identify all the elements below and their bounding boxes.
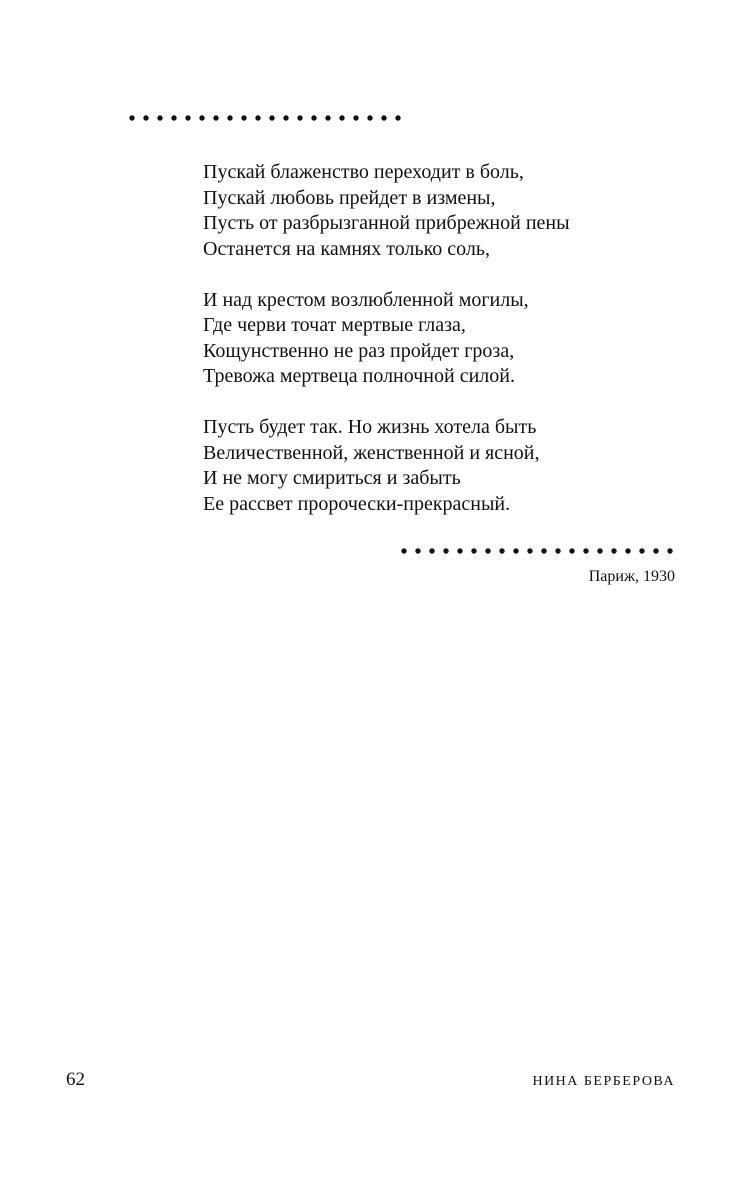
poem-line: Ее рассвет пророчески-прекрасный. bbox=[203, 492, 511, 515]
poem-line: Где черви точат мертвые глаза, bbox=[203, 314, 466, 336]
ornament-dot bbox=[667, 548, 672, 553]
ornament-dot bbox=[429, 548, 434, 553]
ornament-dot bbox=[401, 548, 406, 553]
ornament-dot bbox=[185, 115, 190, 120]
ornament-dot bbox=[569, 548, 574, 553]
ornament-dot bbox=[213, 115, 218, 120]
ornament-dot bbox=[227, 115, 232, 120]
running-head: НИНА БЕРБЕРОВА bbox=[532, 1074, 675, 1089]
bottom-dotted-ornament bbox=[400, 545, 680, 557]
poem-line: Пускай блаженство переходит в боль, bbox=[203, 161, 524, 183]
ornament-dot bbox=[541, 548, 546, 553]
ornament-dot bbox=[297, 115, 302, 120]
ornament-dot bbox=[597, 548, 602, 553]
ornament-dot bbox=[555, 548, 560, 553]
ornament-dot bbox=[639, 548, 644, 553]
ornament-dot bbox=[339, 115, 344, 120]
ornament-dot bbox=[457, 548, 462, 553]
ornament-dot bbox=[471, 548, 476, 553]
stanza-1 bbox=[203, 160, 683, 262]
dot-row bbox=[400, 545, 680, 557]
ornament-dot bbox=[325, 115, 330, 120]
place-date: Париж, 1930 bbox=[588, 568, 675, 585]
ornament-dot bbox=[353, 115, 358, 120]
ornament-dot bbox=[653, 548, 658, 553]
ornament-dot bbox=[527, 548, 532, 553]
ornament-dot bbox=[611, 548, 616, 553]
ornament-dot bbox=[415, 548, 420, 553]
ornament-dot bbox=[513, 548, 518, 553]
poem-line: И над крестом возлюбленной могилы, bbox=[203, 288, 529, 311]
ornament-dot bbox=[129, 115, 134, 120]
ornament-dot bbox=[199, 115, 204, 120]
poem-line: Кощунственно не раз пройдет гроза, bbox=[203, 339, 515, 362]
ornament-dot bbox=[143, 115, 148, 120]
ornament-dot bbox=[311, 115, 316, 120]
ornament-dot bbox=[583, 548, 588, 553]
ornament-dot bbox=[625, 548, 630, 553]
page-number: 62 bbox=[66, 1069, 85, 1090]
ornament-dot bbox=[443, 548, 448, 553]
ornament-dot bbox=[283, 115, 288, 120]
poem-line: Тревожа мертвеца полночной силой. bbox=[203, 365, 515, 387]
top-dotted-ornament bbox=[128, 112, 408, 124]
ornament-dot bbox=[157, 115, 162, 120]
ornament-dot bbox=[241, 115, 246, 120]
poem-line: Величественной, женственной и ясной, bbox=[203, 441, 540, 464]
ornament-dot bbox=[381, 115, 386, 120]
poem-line: И не могу смириться и забыть bbox=[203, 467, 461, 489]
stanza-3 bbox=[203, 415, 683, 517]
ornament-dot bbox=[255, 115, 260, 120]
poem-line: Пусть будет так. Но жизнь хотела быть bbox=[203, 416, 537, 438]
ornament-dot bbox=[499, 548, 504, 553]
poem-line: Пусть от разбрызганной прибрежной пены bbox=[203, 212, 570, 234]
poem-line: Пускай любовь прейдет в измены, bbox=[203, 186, 496, 209]
ornament-dot bbox=[395, 115, 400, 120]
ornament-dot bbox=[269, 115, 274, 120]
dot-row bbox=[128, 112, 408, 124]
poem-line: Останется на камнях только соль, bbox=[203, 237, 490, 260]
stanza-2 bbox=[203, 288, 683, 390]
poem bbox=[203, 160, 683, 517]
ornament-dot bbox=[485, 548, 490, 553]
ornament-dot bbox=[171, 115, 176, 120]
ornament-dot bbox=[367, 115, 372, 120]
